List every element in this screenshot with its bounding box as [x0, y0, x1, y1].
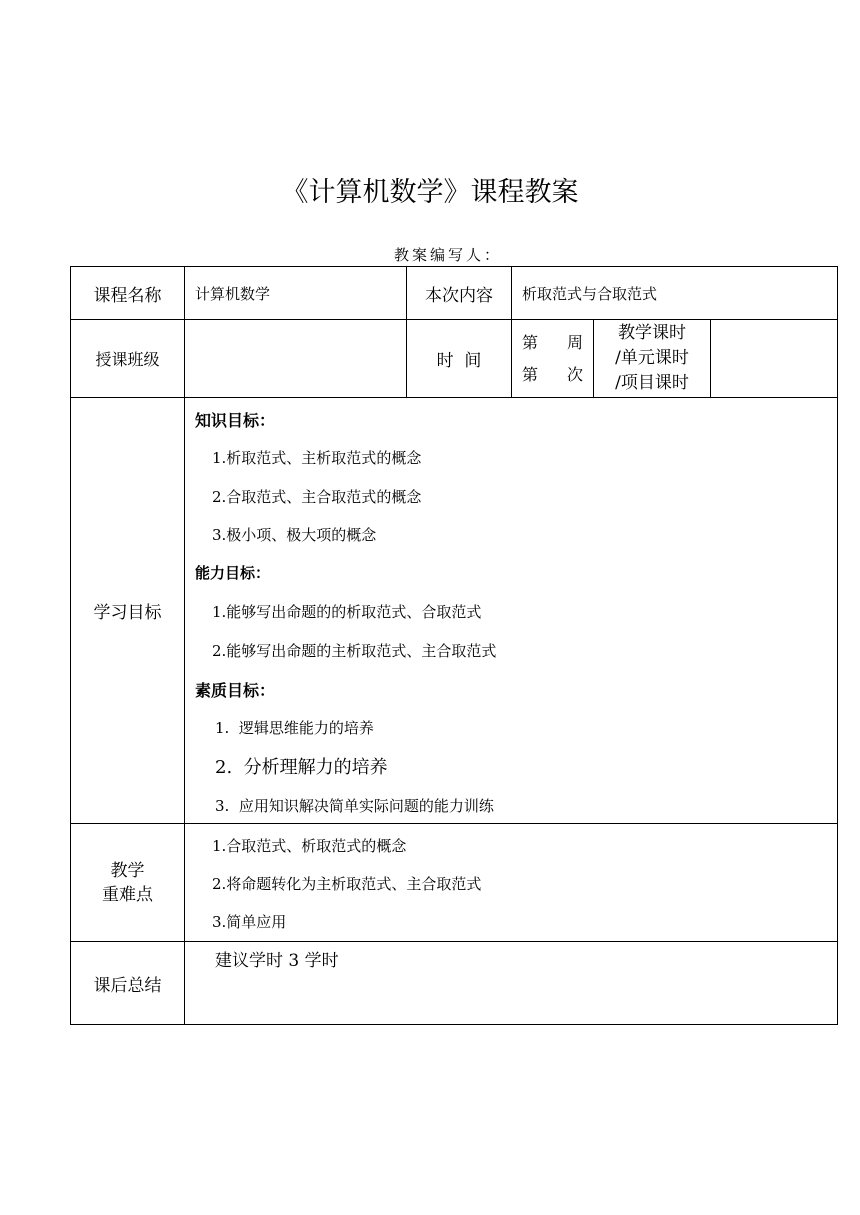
knowledge-heading: 知识目标：: [195, 411, 276, 430]
difficulties-label: [71, 824, 185, 942]
ability-item: 2.能够写出命题的主析取范式、主合取范式: [212, 642, 497, 660]
hours-line: 教学课时: [618, 323, 686, 343]
difficulty-item: 2.将命题转化为主析取范式、主合取范式: [212, 875, 482, 893]
knowledge-item: 2.合取范式、主合取范式的概念: [212, 488, 422, 506]
teaching-hours-value: [711, 320, 838, 398]
quality-item: 2. 分析理解力的培养: [215, 757, 388, 778]
week-suffix: 周: [566, 332, 583, 352]
teaching-hours-label: [594, 320, 711, 398]
class-label: 授课班级: [71, 320, 185, 398]
summary-cell: [185, 942, 838, 1025]
times-suffix: 次: [566, 364, 583, 384]
times-row: [512, 359, 593, 391]
hours-line: /单元课时: [615, 348, 689, 368]
author-label: 教案编写人：: [394, 246, 503, 264]
difficulties-label-line: 教学: [110, 860, 145, 881]
week-prefix: 第: [522, 332, 539, 352]
lesson-content-value: 析取范式与合取范式: [512, 267, 838, 320]
knowledge-item: 3.极小项、极大项的概念: [212, 526, 377, 544]
course-name-label: 课程名称: [71, 267, 185, 320]
week-times-cell: [512, 320, 594, 398]
difficulty-item: 1.合取范式、析取范式的概念: [212, 837, 407, 855]
knowledge-item: 1.析取范式、主析取范式的概念: [212, 449, 422, 467]
week-row: [512, 327, 593, 359]
class-value: [185, 320, 407, 398]
quality-item: 3. 应用知识解决简单实际问题的能力训练: [215, 797, 494, 815]
summary-label: 课后总结: [71, 942, 185, 1025]
times-prefix: 第: [522, 364, 539, 384]
hours-line: /项目课时: [615, 373, 689, 393]
time-label: 时 间: [407, 320, 512, 398]
summary-text: 建议学时 3 学时: [215, 951, 339, 971]
lesson-content-label: 本次内容: [407, 267, 512, 320]
document-title: 《计算机数学》课程教案: [281, 177, 579, 208]
objectives-label: 学习目标: [71, 398, 185, 824]
ability-heading: 能力目标：: [195, 564, 271, 582]
difficulty-item: 3.简单应用: [212, 913, 287, 931]
objectives-cell: [185, 398, 838, 824]
ability-item: 1.能够写出命题的的析取范式、合取范式: [212, 603, 482, 621]
difficulties-label-line: 重难点: [102, 884, 153, 905]
quality-item: 1. 逻辑思维能力的培养: [215, 719, 374, 737]
course-name-value: 计算机数学: [185, 267, 407, 320]
quality-heading: 素质目标：: [195, 681, 276, 700]
difficulties-cell: [185, 824, 838, 942]
lesson-plan-table: [70, 266, 838, 1025]
